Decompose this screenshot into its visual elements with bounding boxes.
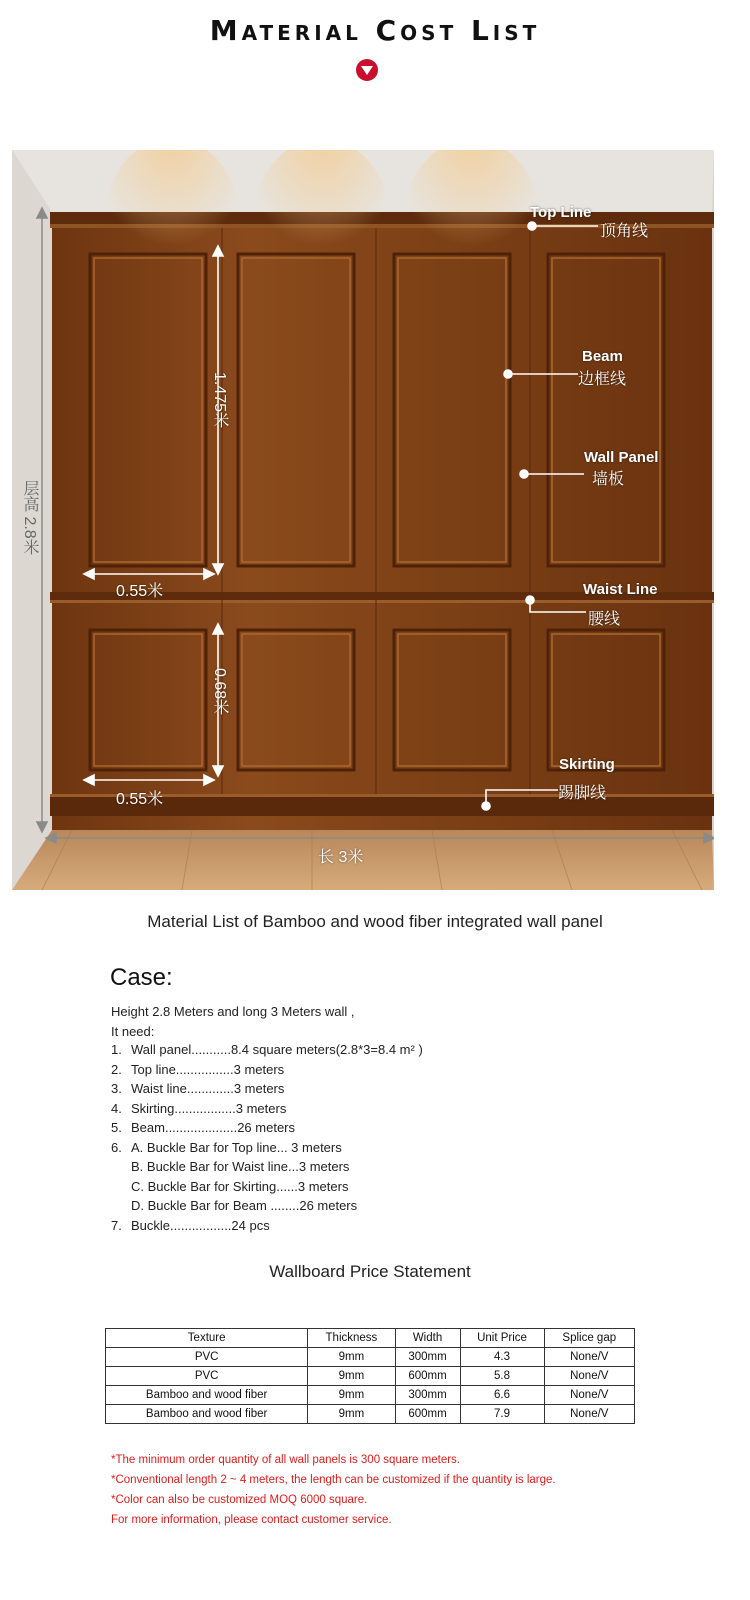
table-cell: None/V	[544, 1405, 634, 1424]
table-cell: 9mm	[308, 1386, 395, 1405]
note-line: *Conventional length 2 ~ 4 meters, the length can be customized if the quantity is large.	[111, 1474, 556, 1486]
page-title: Material Cost List	[209, 14, 541, 47]
list-item: 3. Waist line.............3 meters	[111, 1081, 285, 1096]
price-statement-heading: Wallboard Price Statement	[269, 1262, 471, 1281]
upper-panel-width: 0.55米	[116, 583, 164, 600]
note-line: *The minimum order quantity of all wall panels is 300 square meters.	[111, 1454, 460, 1466]
table-cell: 300mm	[395, 1386, 460, 1405]
column-header: Unit Price	[460, 1329, 544, 1348]
list-item: 6. A. Buckle Bar for Top line... 3 meters	[111, 1139, 342, 1155]
table-cell: 9mm	[308, 1348, 395, 1367]
notes-block	[111, 1450, 556, 1530]
list-item: 4. Skirting.................3 meters	[111, 1100, 287, 1116]
waist-line-label-en: Waist Line	[583, 581, 658, 598]
list-item: 1. Wall panel...........8.4 square meters(2.8*3=8.4 m² )	[111, 1042, 423, 1057]
skirting-label-zh: 踢脚线	[558, 785, 607, 802]
case-intro-line-2: It need:	[111, 1023, 155, 1039]
table-cell: 9mm	[308, 1367, 395, 1386]
case-item-list	[111, 1040, 423, 1235]
table-header-row	[106, 1329, 635, 1348]
wall-panel-label-en: Wall Panel	[584, 449, 659, 466]
list-item: 2. Top line................3 meters	[111, 1061, 285, 1077]
table-cell: None/V	[544, 1386, 634, 1405]
table-cell: PVC	[106, 1348, 308, 1367]
table-row	[106, 1367, 635, 1386]
table-row	[106, 1405, 635, 1424]
table-cell: None/V	[544, 1367, 634, 1386]
case-intro	[111, 1002, 355, 1041]
table-cell: PVC	[106, 1367, 308, 1386]
note-line: *Color can also be customized MOQ 6000 square.	[111, 1494, 368, 1506]
top-line-label-en: Top Line	[530, 204, 592, 221]
beam-label-zh: 边框线	[578, 371, 627, 388]
lower-panel-height: 0.68米	[211, 668, 228, 716]
lower-panel-width: 0.55米	[116, 791, 164, 808]
table-cell: 5.8	[460, 1367, 544, 1386]
table-cell: 7.9	[460, 1405, 544, 1424]
table-cell: 300mm	[395, 1348, 460, 1367]
wall-height-dimension: 层高 2.8米	[21, 480, 38, 555]
list-item: 7. Buckle.................24 pcs	[111, 1217, 270, 1233]
waist-line-label-zh: 腰线	[588, 611, 621, 628]
table-cell: None/V	[544, 1348, 634, 1367]
table-cell: 9mm	[308, 1405, 395, 1424]
material-list-subtitle: Material List of Bamboo and wood fiber integrated wall panel	[147, 912, 603, 931]
beam-label-en: Beam	[582, 348, 623, 365]
table-cell: 4.3	[460, 1348, 544, 1367]
triangle-logo-icon	[355, 58, 379, 82]
wall-length-dimension: 长 3米	[318, 849, 364, 866]
case-intro-line-1: Height 2.8 Meters and long 3 Meters wall ,	[111, 1004, 355, 1019]
table-cell: 6.6	[460, 1386, 544, 1405]
list-item: C. Buckle Bar for Skirting......3 meters	[131, 1178, 349, 1194]
wall-panel-diagram	[12, 150, 714, 890]
case-heading: Case:	[110, 964, 173, 991]
table-cell: 600mm	[395, 1405, 460, 1424]
top-line-label-zh: 顶角线	[600, 223, 649, 240]
table-row	[106, 1386, 635, 1405]
column-header: Width	[395, 1329, 460, 1348]
table-cell: 600mm	[395, 1367, 460, 1386]
list-item: D. Buckle Bar for Beam ........26 meters	[131, 1198, 358, 1213]
wall-panel-label-zh: 墙板	[592, 471, 625, 488]
list-item: B. Buckle Bar for Waist line...3 meters	[131, 1159, 350, 1174]
list-item: 5. Beam....................26 meters	[111, 1120, 295, 1135]
table-row	[106, 1348, 635, 1367]
column-header: Thickness	[308, 1329, 395, 1348]
table-cell: Bamboo and wood fiber	[106, 1405, 308, 1424]
column-header: Splice gap	[544, 1329, 634, 1348]
upper-panel-height: 1.475米	[211, 372, 228, 429]
column-header: Texture	[106, 1329, 308, 1348]
note-line: For more information, please contact customer service.	[111, 1514, 392, 1526]
price-table	[105, 1328, 635, 1424]
skirting-label-en: Skirting	[559, 756, 615, 773]
table-cell: Bamboo and wood fiber	[106, 1386, 308, 1405]
